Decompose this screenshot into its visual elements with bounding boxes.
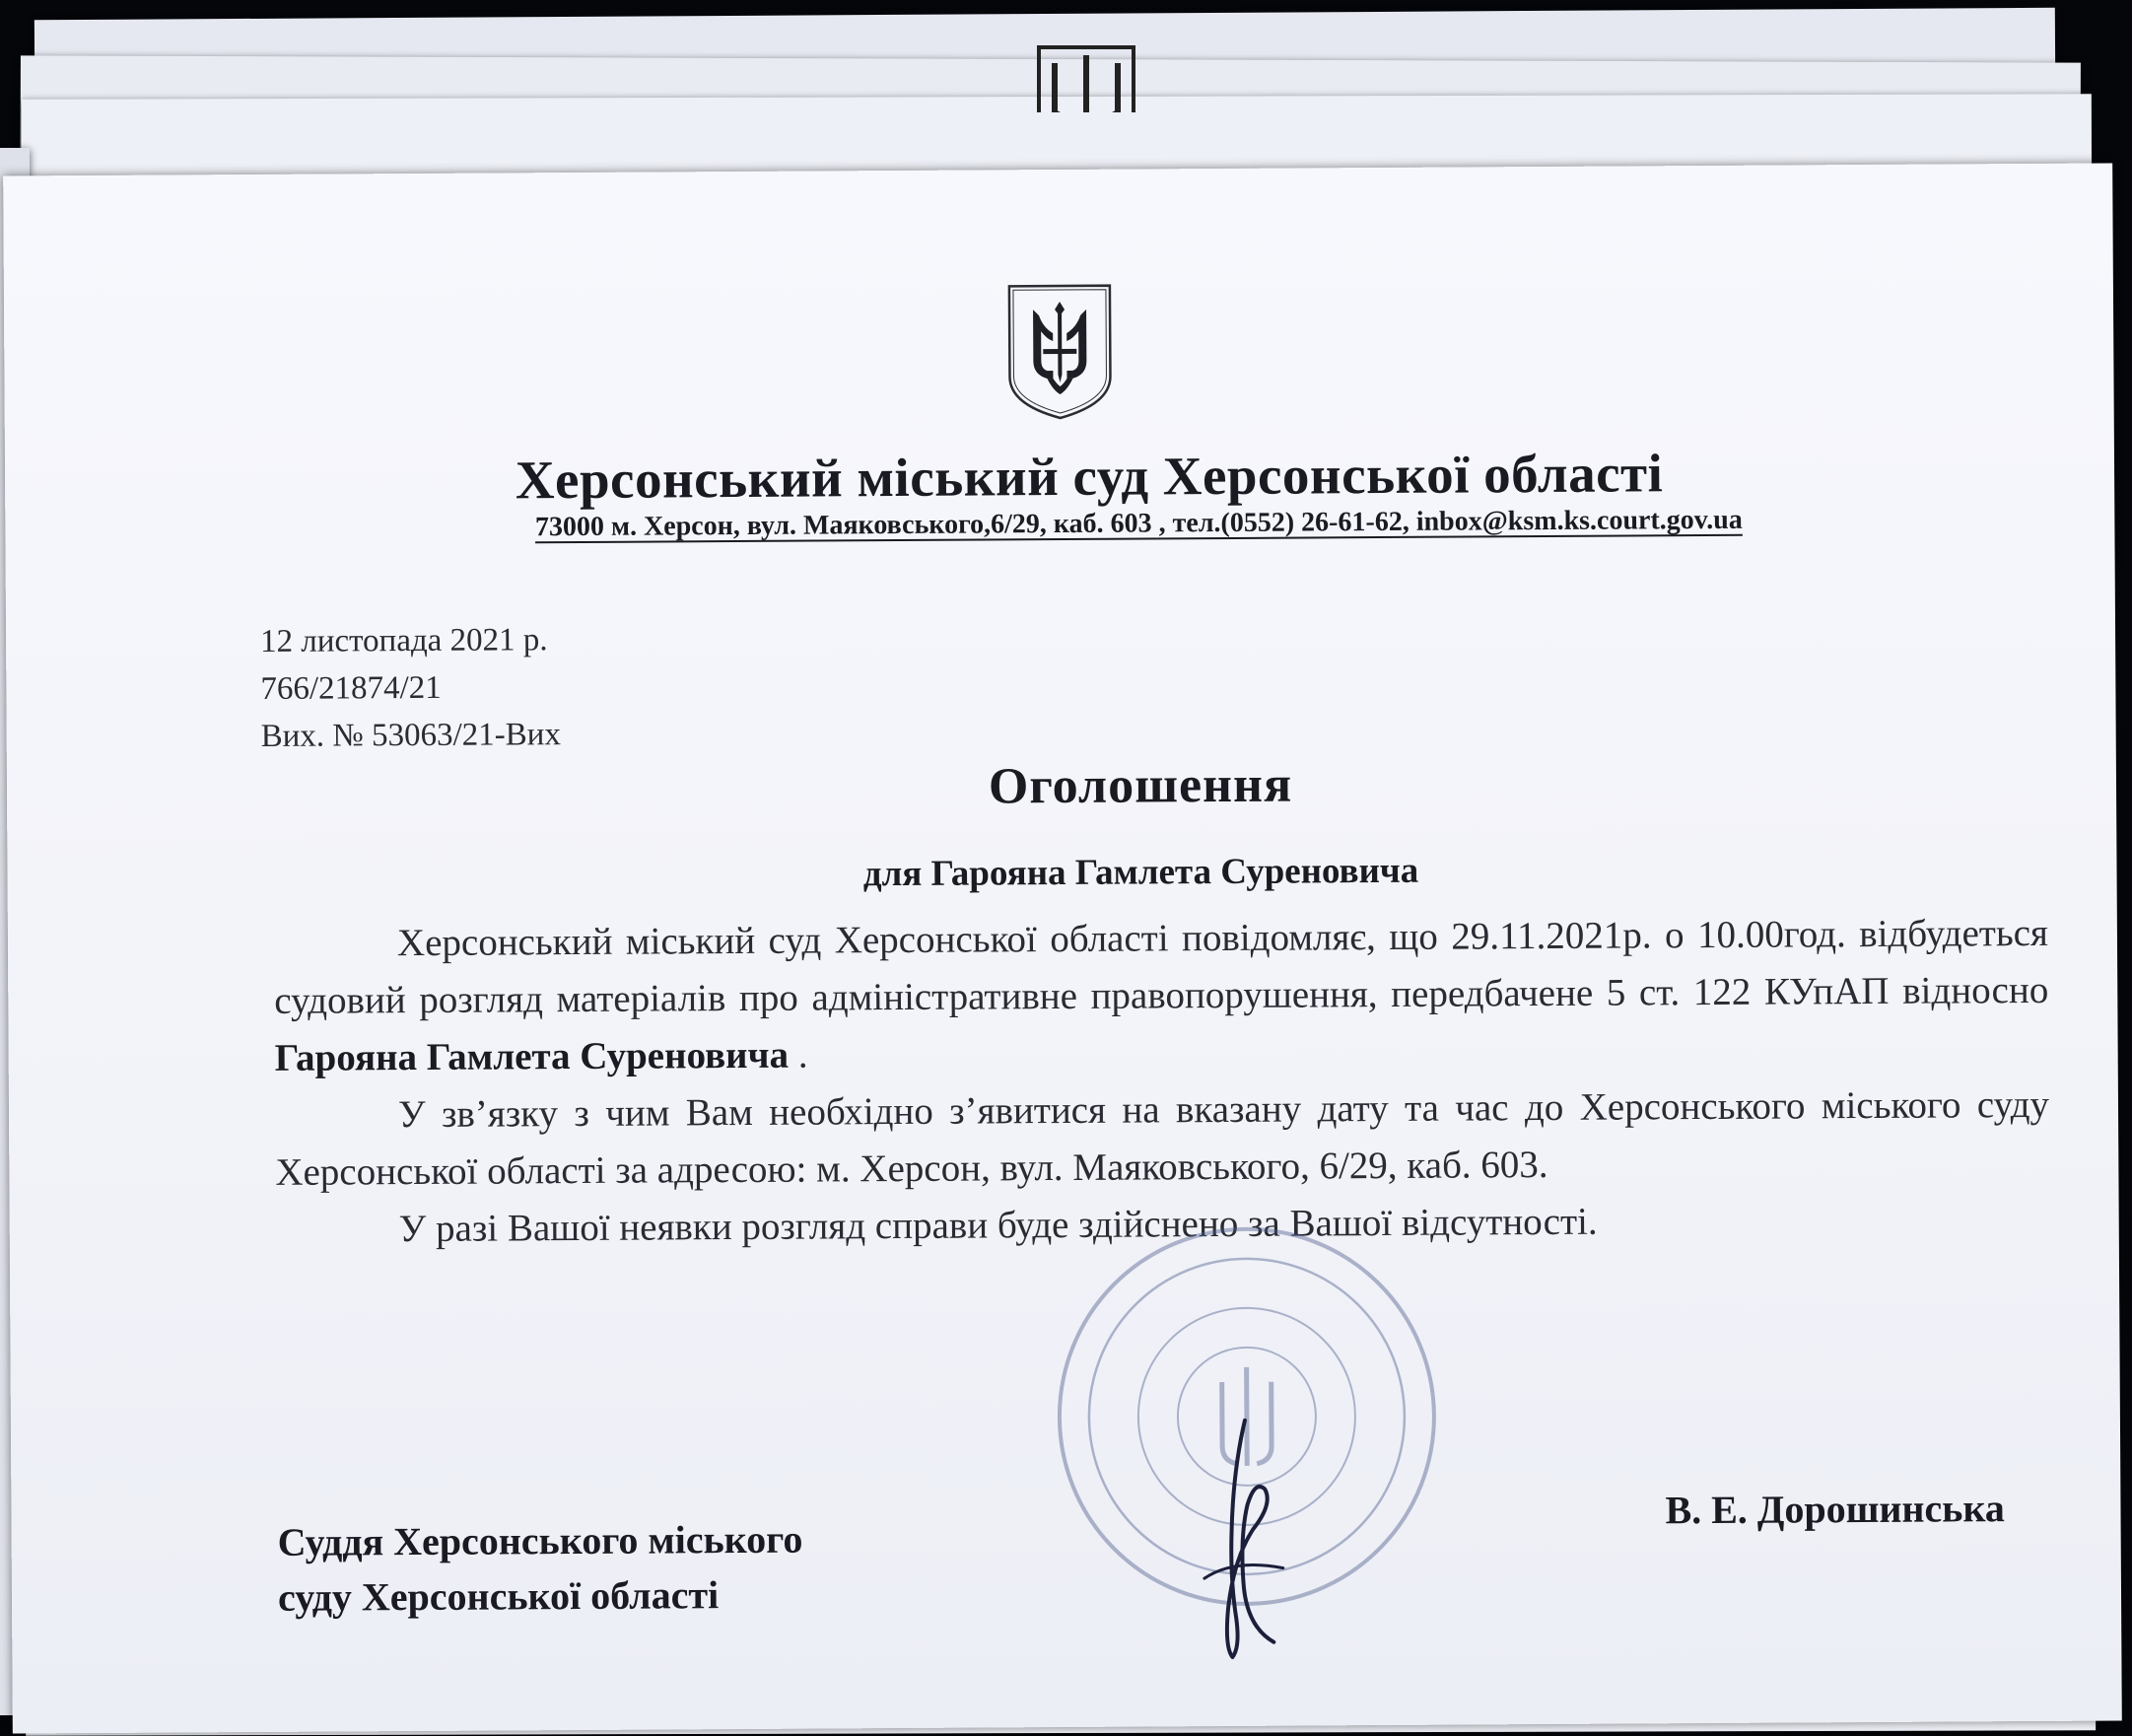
notice-paragraph-hearing: [274, 905, 2049, 1087]
notice-body: [274, 905, 2050, 1259]
judge-position-line-1: Суддя Херсонського міського: [277, 1516, 803, 1564]
court-address: 73000 м. Херсон, вул. Маяковського,6/29, каб. 603 , тел.(0552) 26-61-62, inbox@ksm.ks.court.gov.ua: [534, 504, 1743, 543]
hearing-text: Херсонський міський суд Херсонської області повідомляє, що 29.11.2021р. о 10.00год. відбудеться судовий розгляд матеріалів про адміністративне правопорушення, передбачене 5 ст. 122 КУпАП відносно: [274, 911, 2049, 1022]
defendant-name: Гарояна Гамлета Суреновича: [274, 1033, 790, 1079]
court-title: Херсонський міський суд Херсонської області: [515, 443, 1664, 511]
tryzub-coat-of-arms-icon: [1003, 280, 1117, 423]
case-number: 766/21874/21: [260, 669, 442, 707]
addressee-line: для Гарояна Гамлета Суреновича: [862, 850, 1419, 895]
judge-position: [277, 1512, 802, 1626]
judge-name: В. Е. Дорошинська: [1665, 1486, 2005, 1533]
judge-position-line-2: суду Херсонської області: [277, 1572, 720, 1620]
handwritten-signature-icon: [1174, 1410, 1324, 1667]
notice-paragraph-absence: У разі Вашої неявки розгляд справи буде здійснено за Вашої відсутності.: [398, 1200, 1598, 1251]
outgoing-number: Вих. № 53063/21-Вих: [260, 717, 562, 754]
notice-paragraph-appearance: У зв’язку з чим Вам необхідно з’явитися на вказану дату та час до Херсонського міського суду Херсонської області за адресою: м. Херсон, вул. Маяковського, 6/29, каб. 603.: [275, 1082, 2050, 1194]
document-page: [3, 163, 2122, 1733]
hearing-text-end: .: [788, 1033, 808, 1076]
background-emblem-icon: [1035, 43, 1137, 112]
document-heading: Оголошення: [988, 756, 1293, 815]
document-date: 12 листопада 2021 р.: [259, 622, 548, 660]
